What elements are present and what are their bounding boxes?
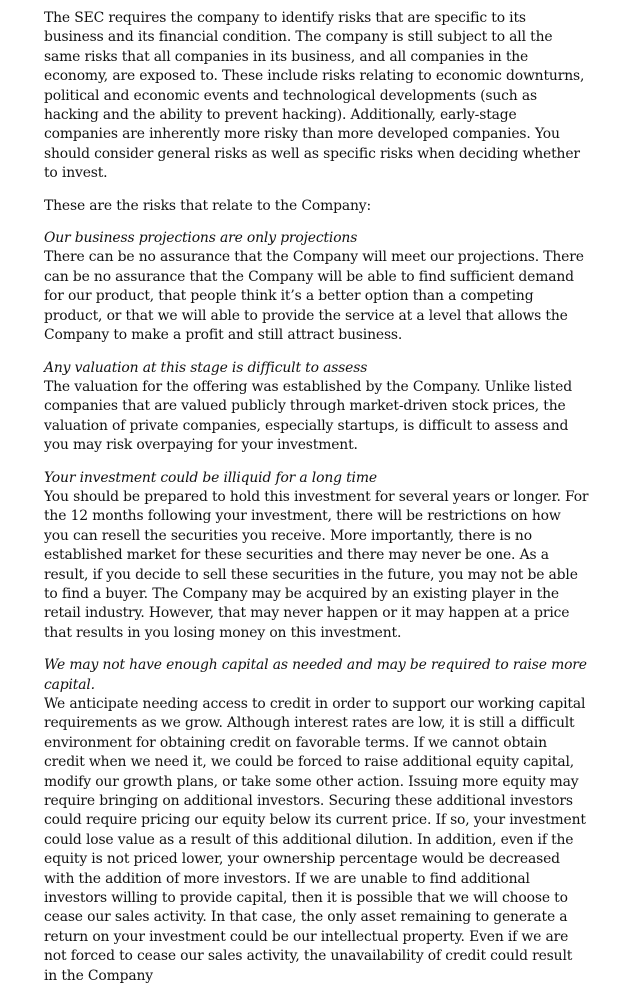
risk-body: You should be prepared to hold this investment for several years or longer. For the 12 months following your investment, there will be restrictions on how you can resell the securities you receive. More importantly, there is no established market for these securities and there may never be one. As a result, if you decide to sell these securities in the future, you may not be able to find a buyer. The Company may be acquired by an existing player in the retail industry. However, that may never happen or it may happen at a price that results in you losing money on this investment. <box>44 488 589 641</box>
intro-paragraph: The SEC requires the company to identify risks that are specific to its business and its financial condition. The company is still subject to all the same risks that all companies in its business, and all companies in the economy, are exposed to. These include risks relating to economic downturns, political and economic events and technological developments (such as hacking and the ability to prevent hacking). Additionally, early-stage companies are inherently more risky than more developed companies. You should consider general risks as well as specific risks when deciding whether to invest. <box>44 10 585 182</box>
risk-section <box>44 229 589 345</box>
risk-body: The valuation for the offering was established by the Company. Unlike listed companies that are valued publicly through market-driven stock prices, the valuation of private companies, especially startups, is difficult to assess and you may risk overpaying for your investment. <box>44 378 572 454</box>
risk-heading: Our business projections are only projections <box>44 230 358 247</box>
risk-section <box>44 469 589 644</box>
document-page <box>44 9 589 999</box>
risks-lead: These are the risks that relate to the Company: <box>44 197 371 214</box>
risk-heading: Any valuation at this stage is difficult to assess <box>44 359 368 376</box>
risk-section <box>44 656 589 986</box>
risk-body: We anticipate needing access to credit in order to support our working capital requirements as we grow. Although interest rates are low, it is still a difficult environment for obtaining credit on favorable terms. If we cannot obtain credit when we need it, we could be forced to raise additional equity capital, modify our growth plans, or take some other action. Issuing more equity may require bringing on additional investors. Securing these additional investors could require pricing our equity below its current price. If so, your investment could lose value as a result of this additional dilution. In addition, even if the equity is not priced lower, your ownership percentage would be decreased with the addition of more investors. If we are unable to find additional investors willing to provide capital, then it is possible that we will choose to cease our sales activity. In that case, the only asset remaining to generate a return on your investment could be our intellectual property. Even if we are not forced to cease our sales activity, the unavailability of credit could result in the Company <box>44 696 586 984</box>
risk-heading: We may not have enough capital as needed and may be required to raise more capital. <box>44 657 587 693</box>
risk-body: There can be no assurance that the Company will meet our projections. There can be no assurance that the Company will be able to find sufficient demand for our product, that people think it’s a better option than a competing product, or that we will able to provide the service at a level that allows the Company to make a profit and still attract business. <box>44 249 584 344</box>
risk-heading: Your investment could be illiquid for a long time <box>44 469 377 486</box>
risk-section <box>44 359 589 456</box>
